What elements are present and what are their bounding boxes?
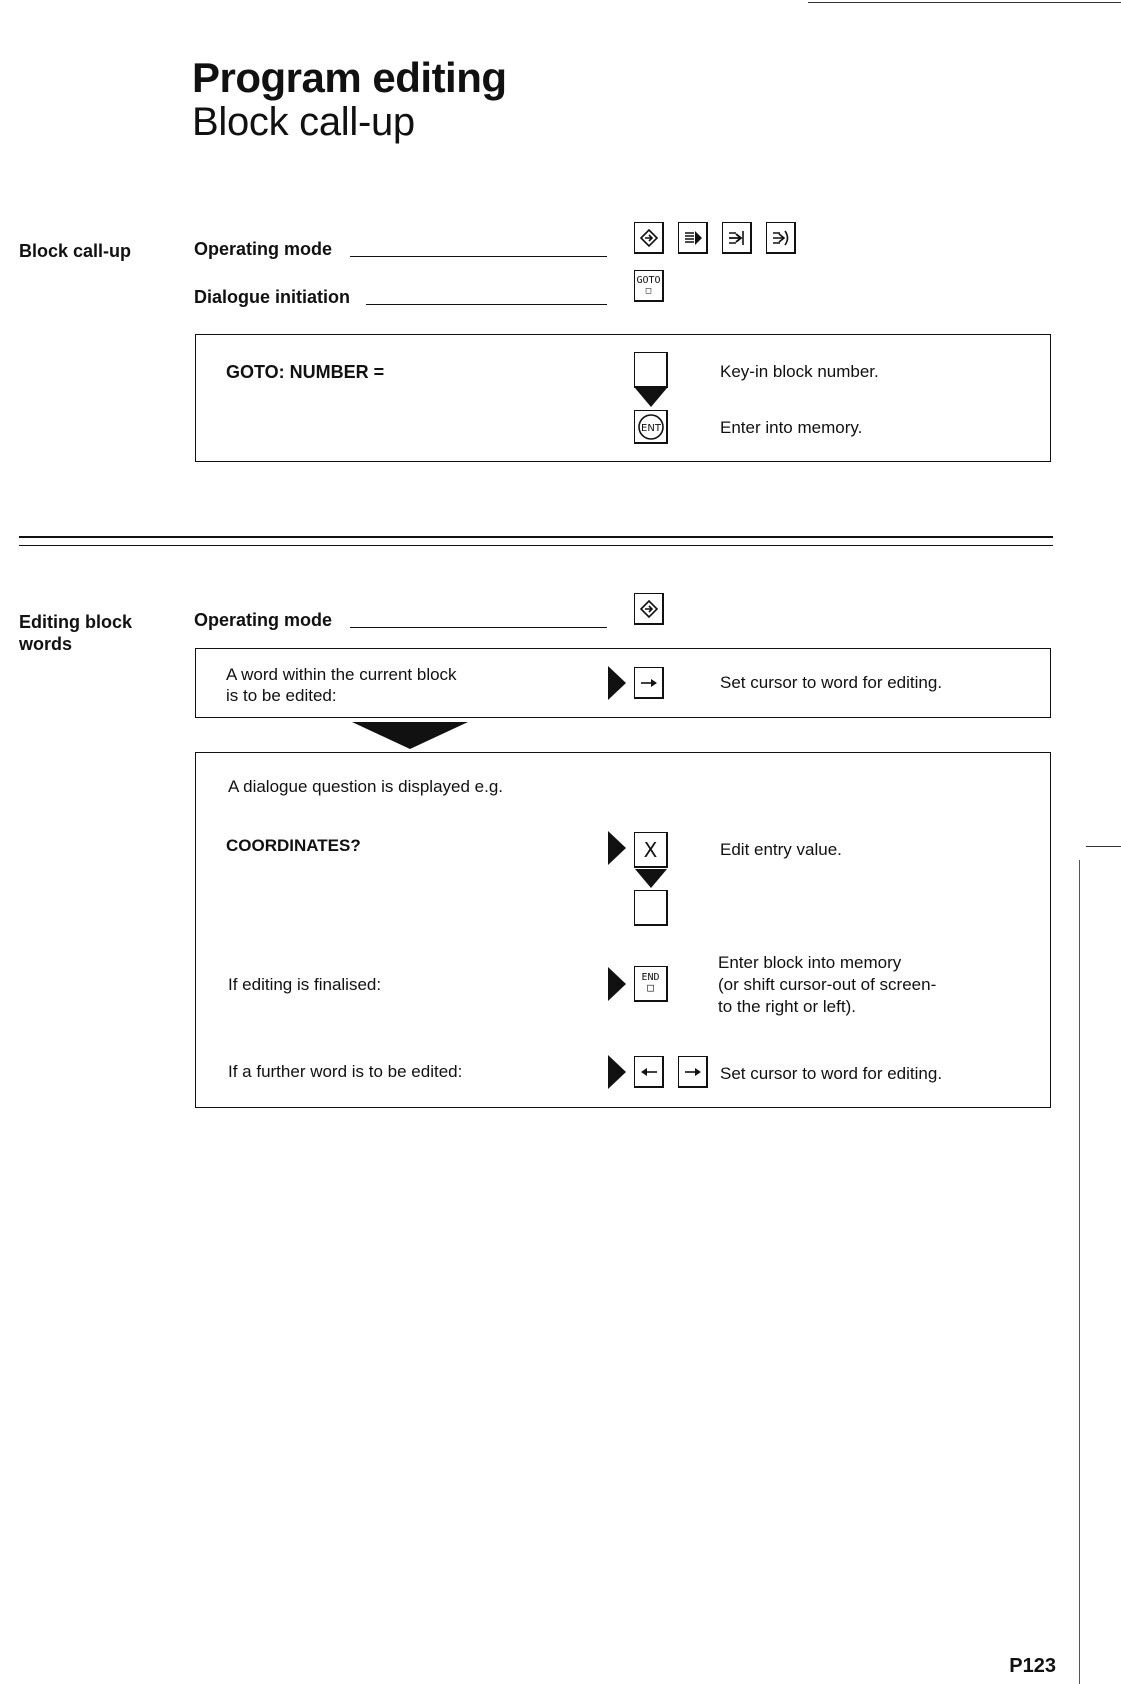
edit-condition-line1: A word within the current block <box>226 665 457 684</box>
x-axis-key[interactable] <box>634 832 668 868</box>
value-entry-key[interactable] <box>634 890 668 926</box>
editing-finalised-condition: If editing is finalised: <box>228 975 382 994</box>
ent-key-label: ENT <box>640 422 661 434</box>
operating-mode-label-2: Operating mode <box>194 610 333 630</box>
step-enter-into-memory: Enter into memory. <box>720 418 863 437</box>
flow-down-wedge-icon <box>352 720 468 755</box>
goto-dialogue-box <box>195 334 1051 462</box>
program-edit-mode-key-icon-2[interactable] <box>634 593 664 625</box>
operating-mode-leader-line-2 <box>350 627 607 628</box>
end-key-label: END <box>641 972 660 983</box>
goto-key-label: GOTO <box>636 274 661 286</box>
cursor-right-key-2[interactable] <box>678 1056 708 1088</box>
pointer-arrow-icon <box>607 665 627 706</box>
page-number: P123 <box>1009 1655 1056 1677</box>
pointer-arrow-icon-3 <box>607 966 627 1007</box>
ent-key[interactable] <box>634 410 668 444</box>
coordinates-prompt: COORDINATES? <box>226 836 361 855</box>
top-right-rule <box>808 2 1121 3</box>
enter-block-line3: to the right or left). <box>718 997 856 1016</box>
enter-block-instruction <box>718 952 936 1018</box>
edit-condition-line2: is to be edited: <box>226 686 337 705</box>
page-title: Program editing <box>192 54 507 101</box>
step-key-in-block-number: Key-in block number. <box>720 362 879 381</box>
binding-edge-tick <box>1086 846 1121 847</box>
set-cursor-instruction: Set cursor to word for editing. <box>720 673 943 692</box>
edit-entry-value-instruction: Edit entry value. <box>720 840 842 859</box>
x-axis-key-label: X <box>643 837 658 862</box>
edit-condition-text <box>226 664 457 706</box>
program-edit-mode-key-icon[interactable] <box>634 222 664 254</box>
pointer-arrow-icon-2 <box>607 830 627 871</box>
dialogue-initiation-label: Dialogue initiation <box>194 287 350 307</box>
operating-mode-leader-line <box>350 256 607 257</box>
cursor-left-key[interactable] <box>634 1056 664 1088</box>
further-word-instruction: Set cursor to word for editing. <box>720 1064 943 1083</box>
end-key[interactable]: END □ <box>634 966 668 1002</box>
section-divider-top <box>19 536 1053 538</box>
further-word-condition: If a further word is to be edited: <box>228 1062 463 1081</box>
side-label-editing-block-words <box>19 611 132 655</box>
enter-block-line2: (or shift cursor-out of screen- <box>718 975 937 994</box>
goto-number-prompt: GOTO: NUMBER = <box>226 362 385 382</box>
cursor-right-key[interactable] <box>634 667 664 699</box>
pointer-arrow-icon-4 <box>607 1054 627 1095</box>
side-label-line1: Editing block <box>19 612 133 632</box>
dialogue-intro-text: A dialogue question is displayed e.g. <box>228 777 504 796</box>
side-label-block-call-up: Block call-up <box>19 241 132 261</box>
side-label-line2: words <box>19 634 73 654</box>
enter-block-line1: Enter block into memory <box>718 953 902 972</box>
program-run-full-sequence-key-icon[interactable] <box>678 222 708 254</box>
binding-edge-line <box>1079 860 1080 1684</box>
dialogue-initiation-leader-line <box>366 304 607 305</box>
test-run-key-icon[interactable] <box>766 222 796 254</box>
goto-key[interactable]: GOTO □ <box>634 270 664 302</box>
operating-mode-label: Operating mode <box>194 239 333 259</box>
section-divider-bottom <box>19 545 1053 546</box>
page-subtitle: Block call-up <box>192 100 415 144</box>
number-entry-key[interactable] <box>634 352 668 388</box>
program-run-single-block-key-icon[interactable] <box>722 222 752 254</box>
